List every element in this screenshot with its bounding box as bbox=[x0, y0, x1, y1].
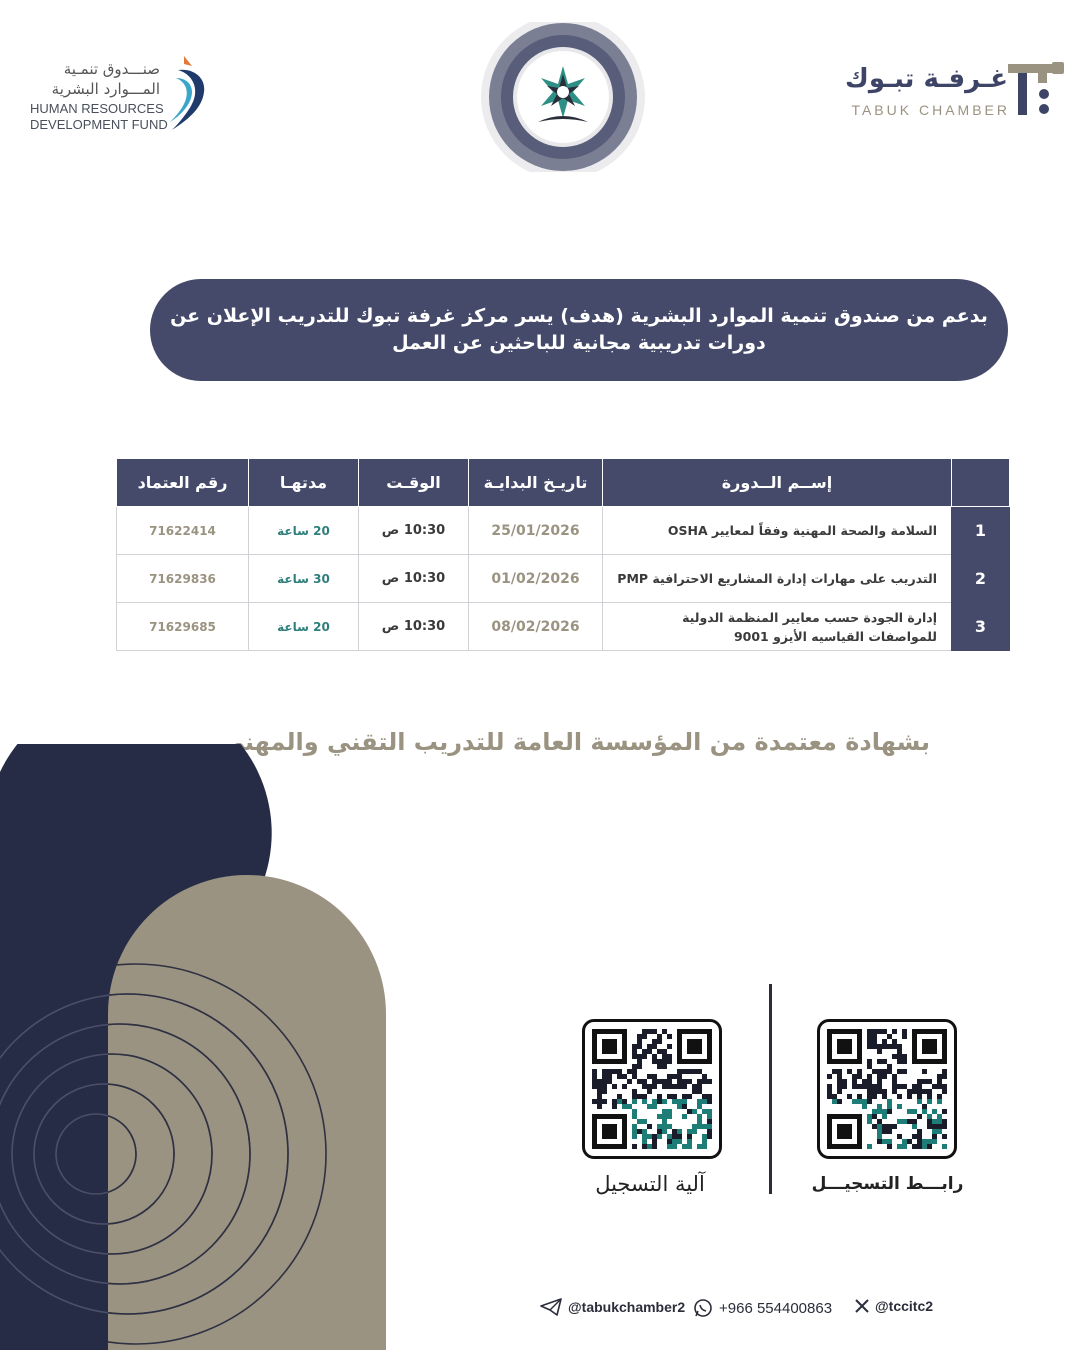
x-handle: @tccitc2 bbox=[875, 1298, 934, 1314]
tabuk-english-name: TABUK CHAMBER bbox=[851, 102, 1010, 118]
qr-code-icon bbox=[585, 1022, 719, 1156]
row-number: 2 bbox=[952, 555, 1010, 603]
course-duration: 20 ساعة bbox=[249, 507, 359, 555]
course-duration: 30 ساعة bbox=[249, 555, 359, 603]
header-number bbox=[952, 459, 1010, 507]
course-name: التدريب على مهارات إدارة المشاريع الاحترافية PMP bbox=[603, 555, 952, 603]
header-accreditation: رقم العتماد bbox=[117, 459, 249, 507]
course-duration: 20 ساعة bbox=[249, 603, 359, 651]
accreditation-number: 71629836 bbox=[117, 555, 249, 603]
course-time: 10:30 ص bbox=[359, 507, 469, 555]
course-name: إدارة الجودة حسب معايير المنظمة الدولية للمواصفات القياسيه الأيزو 9001 bbox=[603, 603, 952, 651]
whatsapp-link[interactable] bbox=[693, 1298, 832, 1318]
course-time: 10:30 ص bbox=[359, 603, 469, 651]
hrdf-arabic-line2: المـــوارد البشرية bbox=[51, 80, 160, 98]
header-start-date: تاريـخ البدايـة bbox=[469, 459, 603, 507]
tabuk-chamber-logo bbox=[845, 60, 1070, 130]
registration-mechanism-qr[interactable] bbox=[582, 1019, 722, 1159]
announcement-banner bbox=[150, 279, 1008, 381]
hrdf-emblem-icon bbox=[162, 52, 212, 132]
qr-code-icon bbox=[820, 1022, 954, 1156]
whatsapp-icon bbox=[693, 1298, 713, 1318]
tabuk-chamber-mark-icon bbox=[1008, 62, 1066, 118]
telegram-icon bbox=[540, 1298, 562, 1316]
hrdf-logo bbox=[30, 52, 220, 132]
banner-line1: بدعم من صندوق تنمية الموارد البشرية (هدف) يسر مركز غرفة تبوك للتدريب الإعلان عن bbox=[170, 305, 988, 327]
accreditation-number: 71622414 bbox=[117, 507, 249, 555]
decorative-arches bbox=[0, 744, 400, 1350]
banner-line2: دورات تدريبية مجانية للباحثين عن العمل bbox=[392, 332, 766, 354]
table-row bbox=[117, 555, 1010, 603]
accreditation-number: 71629685 bbox=[117, 603, 249, 651]
table-row bbox=[117, 603, 1010, 651]
hrdf-arabic-line1: صنـــدوق تنمـية bbox=[63, 60, 160, 78]
x-logo-icon bbox=[855, 1299, 869, 1313]
header-duration: مدتهـا bbox=[249, 459, 359, 507]
course-name: السلامة والصحة المهنية وفقاً لمعايير OSHA bbox=[603, 507, 952, 555]
telegram-handle: @tabukchamber2 bbox=[568, 1299, 686, 1315]
start-date: 08/02/2026 bbox=[469, 603, 603, 651]
course-time: 10:30 ص bbox=[359, 555, 469, 603]
whatsapp-number: +966 554400863 bbox=[719, 1299, 833, 1317]
tvtc-star-emblem-icon bbox=[480, 22, 646, 172]
header-course: إســم الــدورة bbox=[603, 459, 952, 507]
courses-table bbox=[116, 458, 1010, 651]
start-date: 25/01/2026 bbox=[469, 507, 603, 555]
telegram-link[interactable] bbox=[540, 1298, 685, 1316]
hrdf-english-line1: HUMAN RESOURCES bbox=[30, 101, 164, 116]
header-time: الوقـت bbox=[359, 459, 469, 507]
qr-divider bbox=[769, 984, 772, 1194]
table-header-row bbox=[117, 459, 1010, 507]
tabuk-arabic-name: غـرفـة تبـوك bbox=[845, 64, 1008, 94]
registration-link-qr[interactable] bbox=[817, 1019, 957, 1159]
row-number: 3 bbox=[952, 603, 1010, 651]
certificate-statement: بشهادة معتمدة من المؤسسة العامة للتدريب التقني والمهني bbox=[220, 728, 930, 756]
hrdf-english-line2: DEVELOPMENT FUND bbox=[30, 117, 168, 132]
table-row bbox=[117, 507, 1010, 555]
start-date: 01/02/2026 bbox=[469, 555, 603, 603]
registration-mechanism-label: آلية التسجيل bbox=[595, 1172, 705, 1196]
registration-link-label: رابـــط التسجيـــل bbox=[811, 1174, 964, 1194]
x-link[interactable] bbox=[855, 1298, 933, 1314]
row-number: 1 bbox=[952, 507, 1010, 555]
